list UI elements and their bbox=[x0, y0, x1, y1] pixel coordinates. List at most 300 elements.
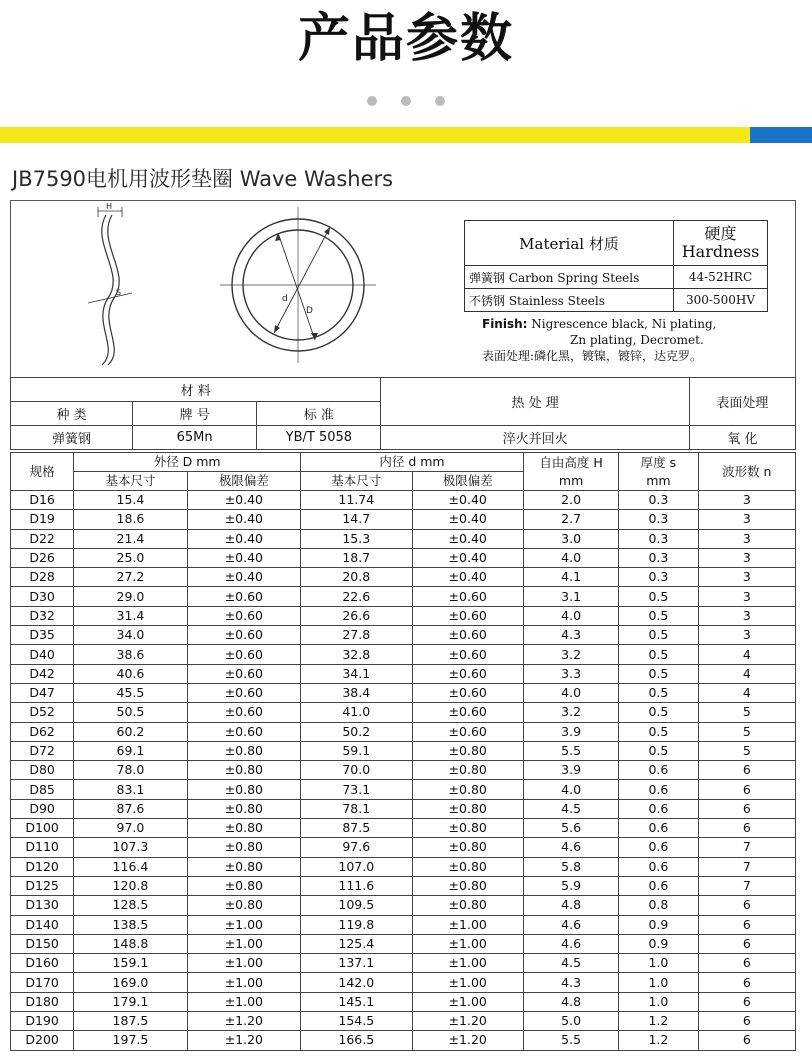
cell-inner-base: 119.8 bbox=[301, 915, 412, 934]
hardness-header: 硬度 Hardness bbox=[674, 221, 768, 266]
cell-wave-count: 6 bbox=[698, 1012, 795, 1031]
cell-wave-count: 6 bbox=[698, 915, 795, 934]
cell-outer-base: 197.5 bbox=[74, 1031, 187, 1050]
washer-top-view-diagram bbox=[218, 205, 378, 365]
cell-spec: D130 bbox=[11, 896, 74, 915]
info-type: 弹簧钢 bbox=[11, 426, 133, 450]
cell-outer-tol: ±0.60 bbox=[187, 645, 300, 664]
cell-wave-count: 4 bbox=[698, 664, 795, 683]
cell-wave-count: 7 bbox=[698, 857, 795, 876]
cell-outer-base: 138.5 bbox=[74, 915, 187, 934]
table-row bbox=[11, 683, 796, 702]
material-row-2: 不锈钢 Stainless Steels bbox=[465, 289, 674, 312]
cell-inner-base: 78.1 bbox=[301, 799, 412, 818]
cell-wave-count: 6 bbox=[698, 819, 795, 838]
header-free-height-label: 自由高度 H bbox=[539, 454, 603, 470]
cell-wave-count: 5 bbox=[698, 703, 795, 722]
cell-outer-tol: ±1.00 bbox=[187, 973, 300, 992]
cell-free-height: 4.5 bbox=[523, 799, 618, 818]
cell-free-height: 5.5 bbox=[523, 1031, 618, 1050]
cell-inner-tol: ±1.00 bbox=[412, 934, 523, 953]
cell-thickness: 0.6 bbox=[619, 838, 698, 857]
cell-spec: D30 bbox=[11, 587, 74, 606]
header-thickness-unit: mm bbox=[646, 472, 671, 488]
table-row bbox=[11, 645, 796, 664]
cell-outer-tol: ±0.60 bbox=[187, 587, 300, 606]
cell-free-height: 5.6 bbox=[523, 819, 618, 838]
cell-outer-tol: ±0.60 bbox=[187, 664, 300, 683]
cell-outer-base: 15.4 bbox=[74, 491, 187, 510]
cell-inner-base: 154.5 bbox=[301, 1012, 412, 1031]
table-row bbox=[11, 857, 796, 876]
cell-free-height: 3.3 bbox=[523, 664, 618, 683]
header-thickness bbox=[619, 453, 698, 491]
label-s: S bbox=[116, 288, 122, 297]
info-standard: YB/T 5058 bbox=[257, 426, 381, 450]
cell-free-height: 3.0 bbox=[523, 529, 618, 548]
cell-free-height: 4.3 bbox=[523, 973, 618, 992]
cell-outer-tol: ±1.00 bbox=[187, 934, 300, 953]
finish-note bbox=[482, 316, 782, 364]
cell-wave-count: 6 bbox=[698, 780, 795, 799]
surface-header: 表面处理 bbox=[689, 378, 795, 426]
cell-free-height: 2.7 bbox=[523, 510, 618, 529]
cell-outer-tol: ±0.60 bbox=[187, 703, 300, 722]
cell-outer-tol: ±0.80 bbox=[187, 780, 300, 799]
cell-spec: D100 bbox=[11, 819, 74, 838]
cell-spec: D47 bbox=[11, 683, 74, 702]
cell-outer-tol: ±0.60 bbox=[187, 722, 300, 741]
cell-outer-base: 27.2 bbox=[74, 568, 187, 587]
header-thickness-label: 厚度 s bbox=[640, 454, 677, 470]
cell-inner-tol: ±0.80 bbox=[412, 838, 523, 857]
table-row bbox=[11, 587, 796, 606]
cell-spec: D52 bbox=[11, 703, 74, 722]
cell-free-height: 4.1 bbox=[523, 568, 618, 587]
cell-inner-base: 166.5 bbox=[301, 1031, 412, 1050]
cell-inner-base: 70.0 bbox=[301, 761, 412, 780]
cell-inner-base: 50.2 bbox=[301, 722, 412, 741]
cell-thickness: 0.3 bbox=[619, 510, 698, 529]
cell-thickness: 0.9 bbox=[619, 934, 698, 953]
cell-thickness: 0.9 bbox=[619, 915, 698, 934]
cell-outer-tol: ±0.80 bbox=[187, 857, 300, 876]
cell-outer-base: 187.5 bbox=[74, 1012, 187, 1031]
cell-thickness: 0.6 bbox=[619, 819, 698, 838]
table-row bbox=[11, 703, 796, 722]
cell-outer-base: 97.0 bbox=[74, 819, 187, 838]
yellow-divider-band bbox=[0, 127, 750, 143]
cell-inner-tol: ±0.60 bbox=[412, 606, 523, 625]
cell-inner-base: 20.8 bbox=[301, 568, 412, 587]
cell-inner-tol: ±1.00 bbox=[412, 992, 523, 1011]
cell-spec: D110 bbox=[11, 838, 74, 857]
header-outer-tol: 极限偏差 bbox=[187, 472, 300, 491]
cell-inner-base: 41.0 bbox=[301, 703, 412, 722]
table-row bbox=[11, 992, 796, 1011]
cell-inner-base: 87.5 bbox=[301, 819, 412, 838]
cell-inner-tol: ±1.00 bbox=[412, 973, 523, 992]
cell-free-height: 5.8 bbox=[523, 857, 618, 876]
table-row bbox=[11, 1012, 796, 1031]
header-inner-diameter: 内径 d mm bbox=[301, 453, 524, 472]
header-spec: 规格 bbox=[11, 453, 74, 491]
cell-inner-tol: ±0.80 bbox=[412, 780, 523, 799]
header-inner-base: 基本尺寸 bbox=[301, 472, 412, 491]
cell-spec: D22 bbox=[11, 529, 74, 548]
header-free-height bbox=[523, 453, 618, 491]
table-row bbox=[11, 973, 796, 992]
cell-inner-tol: ±1.20 bbox=[412, 1031, 523, 1050]
cell-inner-base: 107.0 bbox=[301, 857, 412, 876]
header-outer-diameter: 外径 D mm bbox=[74, 453, 301, 472]
cell-wave-count: 3 bbox=[698, 548, 795, 567]
section-subtitle: JB7590电机用波形垫圈 Wave Washers bbox=[12, 167, 394, 191]
cell-inner-base: 14.7 bbox=[301, 510, 412, 529]
table-row bbox=[11, 838, 796, 857]
cell-thickness: 0.5 bbox=[619, 683, 698, 702]
cell-free-height: 4.8 bbox=[523, 992, 618, 1011]
cell-wave-count: 6 bbox=[698, 992, 795, 1011]
cell-outer-base: 29.0 bbox=[74, 587, 187, 606]
washer-side-profile-diagram bbox=[80, 203, 160, 373]
table-row bbox=[11, 761, 796, 780]
col-grade: 牌 号 bbox=[133, 402, 257, 426]
cell-outer-base: 25.0 bbox=[74, 548, 187, 567]
col-type: 种 类 bbox=[11, 402, 133, 426]
cell-outer-base: 60.2 bbox=[74, 722, 187, 741]
cell-thickness: 0.6 bbox=[619, 799, 698, 818]
cell-wave-count: 3 bbox=[698, 587, 795, 606]
cell-spec: D120 bbox=[11, 857, 74, 876]
finish-label: Finish: bbox=[482, 317, 528, 331]
cell-thickness: 1.0 bbox=[619, 992, 698, 1011]
table-row bbox=[11, 741, 796, 760]
cell-inner-base: 142.0 bbox=[301, 973, 412, 992]
cell-free-height: 3.9 bbox=[523, 722, 618, 741]
cell-inner-base: 26.6 bbox=[301, 606, 412, 625]
table-row bbox=[11, 876, 796, 895]
cell-inner-base: 15.3 bbox=[301, 529, 412, 548]
cell-outer-tol: ±0.80 bbox=[187, 876, 300, 895]
cell-free-height: 4.0 bbox=[523, 606, 618, 625]
cell-outer-tol: ±0.80 bbox=[187, 761, 300, 780]
info-heat: 淬火并回火 bbox=[381, 426, 689, 450]
cell-inner-tol: ±0.40 bbox=[412, 568, 523, 587]
cell-outer-tol: ±0.40 bbox=[187, 491, 300, 510]
cell-outer-tol: ±1.00 bbox=[187, 915, 300, 934]
cell-inner-tol: ±0.80 bbox=[412, 896, 523, 915]
page-title: 产品参数 bbox=[297, 9, 514, 69]
cell-spec: D42 bbox=[11, 664, 74, 683]
cell-free-height: 3.2 bbox=[523, 645, 618, 664]
cell-spec: D125 bbox=[11, 876, 74, 895]
table-row bbox=[11, 819, 796, 838]
cell-outer-tol: ±0.80 bbox=[187, 896, 300, 915]
label-h: H bbox=[106, 203, 113, 211]
table-row bbox=[11, 510, 796, 529]
cell-outer-tol: ±1.20 bbox=[187, 1012, 300, 1031]
cell-inner-tol: ±0.40 bbox=[412, 548, 523, 567]
cell-free-height: 4.6 bbox=[523, 934, 618, 953]
cell-wave-count: 6 bbox=[698, 973, 795, 992]
cell-inner-base: 22.6 bbox=[301, 587, 412, 606]
cell-inner-base: 111.6 bbox=[301, 876, 412, 895]
table-row bbox=[11, 954, 796, 973]
cell-outer-base: 148.8 bbox=[74, 934, 187, 953]
cell-spec: D62 bbox=[11, 722, 74, 741]
cell-inner-base: 137.1 bbox=[301, 954, 412, 973]
cell-outer-tol: ±0.80 bbox=[187, 741, 300, 760]
table-row bbox=[11, 606, 796, 625]
cell-free-height: 4.6 bbox=[523, 915, 618, 934]
cell-wave-count: 3 bbox=[698, 626, 795, 645]
material-header-cell: 材 料 bbox=[11, 378, 381, 402]
cell-outer-base: 116.4 bbox=[74, 857, 187, 876]
cell-inner-tol: ±0.60 bbox=[412, 683, 523, 702]
cell-inner-base: 125.4 bbox=[301, 934, 412, 953]
cell-thickness: 0.5 bbox=[619, 741, 698, 760]
cell-thickness: 0.5 bbox=[619, 703, 698, 722]
header-free-height-unit: mm bbox=[558, 472, 584, 488]
cell-wave-count: 5 bbox=[698, 722, 795, 741]
cell-wave-count: 6 bbox=[698, 934, 795, 953]
cell-spec: D190 bbox=[11, 1012, 74, 1031]
cell-free-height: 3.2 bbox=[523, 703, 618, 722]
cell-free-height: 5.0 bbox=[523, 1012, 618, 1031]
dot-1 bbox=[367, 96, 377, 106]
cell-outer-base: 120.8 bbox=[74, 876, 187, 895]
cell-spec: D26 bbox=[11, 548, 74, 567]
cell-inner-tol: ±0.80 bbox=[412, 876, 523, 895]
cell-inner-tol: ±0.40 bbox=[412, 529, 523, 548]
cell-inner-tol: ±0.80 bbox=[412, 761, 523, 780]
cell-thickness: 1.2 bbox=[619, 1031, 698, 1050]
cell-wave-count: 7 bbox=[698, 876, 795, 895]
cell-inner-base: 59.1 bbox=[301, 741, 412, 760]
cell-free-height: 4.8 bbox=[523, 896, 618, 915]
cell-wave-count: 6 bbox=[698, 799, 795, 818]
cell-wave-count: 3 bbox=[698, 568, 795, 587]
cell-inner-tol: ±0.60 bbox=[412, 645, 523, 664]
col-standard: 标 准 bbox=[257, 402, 381, 426]
cell-inner-base: 97.6 bbox=[301, 838, 412, 857]
cell-thickness: 0.8 bbox=[619, 896, 698, 915]
cell-thickness: 0.3 bbox=[619, 529, 698, 548]
cell-outer-base: 179.1 bbox=[74, 992, 187, 1011]
cell-thickness: 0.5 bbox=[619, 606, 698, 625]
table-row bbox=[11, 722, 796, 741]
cell-outer-tol: ±0.60 bbox=[187, 606, 300, 625]
cell-inner-tol: ±0.60 bbox=[412, 626, 523, 645]
cell-outer-tol: ±1.00 bbox=[187, 954, 300, 973]
cell-inner-tol: ±0.60 bbox=[412, 722, 523, 741]
cell-inner-tol: ±0.80 bbox=[412, 799, 523, 818]
info-grade: 65Mn bbox=[133, 426, 257, 450]
cell-inner-tol: ±0.60 bbox=[412, 703, 523, 722]
finish-cn: 表面处理:磷化黑，镀镍，镀锌，达克罗。 bbox=[482, 349, 703, 363]
cell-spec: D150 bbox=[11, 934, 74, 953]
cell-wave-count: 3 bbox=[698, 510, 795, 529]
cell-spec: D170 bbox=[11, 973, 74, 992]
cell-wave-count: 7 bbox=[698, 838, 795, 857]
cell-outer-base: 159.1 bbox=[74, 954, 187, 973]
cell-inner-tol: ±0.80 bbox=[412, 857, 523, 876]
cell-outer-base: 34.0 bbox=[74, 626, 187, 645]
cell-free-height: 4.0 bbox=[523, 683, 618, 702]
table-row bbox=[11, 915, 796, 934]
hardness-row-1: 44-52HRC bbox=[674, 266, 768, 289]
cell-wave-count: 3 bbox=[698, 491, 795, 510]
cell-inner-tol: ±0.60 bbox=[412, 587, 523, 606]
heat-treatment-header: 热 处 理 bbox=[381, 378, 689, 426]
cell-inner-tol: ±1.20 bbox=[412, 1012, 523, 1031]
cell-free-height: 4.0 bbox=[523, 780, 618, 799]
cell-outer-tol: ±1.00 bbox=[187, 992, 300, 1011]
cell-thickness: 0.6 bbox=[619, 857, 698, 876]
cell-inner-tol: ±0.40 bbox=[412, 491, 523, 510]
cell-free-height: 3.1 bbox=[523, 587, 618, 606]
cell-outer-tol: ±0.40 bbox=[187, 529, 300, 548]
cell-outer-tol: ±0.80 bbox=[187, 838, 300, 857]
cell-spec: D40 bbox=[11, 645, 74, 664]
material-info-table bbox=[10, 377, 796, 450]
cell-wave-count: 4 bbox=[698, 645, 795, 664]
cell-outer-base: 45.5 bbox=[74, 683, 187, 702]
cell-free-height: 4.6 bbox=[523, 838, 618, 857]
cell-outer-base: 40.6 bbox=[74, 664, 187, 683]
cell-outer-base: 18.6 bbox=[74, 510, 187, 529]
material-header: Material 材质 bbox=[465, 221, 674, 266]
cell-inner-tol: ±0.60 bbox=[412, 664, 523, 683]
cell-free-height: 4.0 bbox=[523, 548, 618, 567]
cell-wave-count: 5 bbox=[698, 741, 795, 760]
cell-thickness: 1.2 bbox=[619, 1012, 698, 1031]
cell-outer-tol: ±0.80 bbox=[187, 819, 300, 838]
cell-thickness: 0.3 bbox=[619, 568, 698, 587]
cell-outer-base: 78.0 bbox=[74, 761, 187, 780]
cell-outer-base: 169.0 bbox=[74, 973, 187, 992]
info-surface: 氧 化 bbox=[689, 426, 795, 450]
cell-wave-count: 6 bbox=[698, 896, 795, 915]
cell-outer-tol: ±0.60 bbox=[187, 683, 300, 702]
finish-en-2: Zn plating, Decromet. bbox=[570, 333, 704, 347]
cell-wave-count: 6 bbox=[698, 1031, 795, 1050]
material-row-1: 弹簧钢 Carbon Spring Steels bbox=[465, 266, 674, 289]
cell-outer-base: 38.6 bbox=[74, 645, 187, 664]
cell-outer-base: 128.5 bbox=[74, 896, 187, 915]
cell-thickness: 0.6 bbox=[619, 876, 698, 895]
cell-inner-tol: ±1.00 bbox=[412, 915, 523, 934]
cell-wave-count: 4 bbox=[698, 683, 795, 702]
header-wave-count: 波形数 n bbox=[698, 453, 795, 491]
cell-outer-base: 31.4 bbox=[74, 606, 187, 625]
cell-spec: D80 bbox=[11, 761, 74, 780]
cell-inner-tol: ±0.80 bbox=[412, 819, 523, 838]
cell-spec: D180 bbox=[11, 992, 74, 1011]
blue-divider-accent bbox=[750, 127, 812, 143]
cell-thickness: 0.6 bbox=[619, 780, 698, 799]
spec-table bbox=[10, 452, 796, 1051]
cell-wave-count: 3 bbox=[698, 529, 795, 548]
cell-thickness: 0.3 bbox=[619, 491, 698, 510]
cell-spec: D16 bbox=[11, 491, 74, 510]
cell-spec: D35 bbox=[11, 626, 74, 645]
cell-inner-base: 18.7 bbox=[301, 548, 412, 567]
carousel-dots bbox=[0, 96, 812, 106]
material-hardness-table bbox=[464, 220, 768, 312]
cell-outer-tol: ±0.40 bbox=[187, 568, 300, 587]
cell-thickness: 0.5 bbox=[619, 645, 698, 664]
cell-inner-base: 27.8 bbox=[301, 626, 412, 645]
table-row bbox=[11, 568, 796, 587]
cell-free-height: 3.9 bbox=[523, 761, 618, 780]
cell-inner-tol: ±0.40 bbox=[412, 510, 523, 529]
cell-thickness: 1.0 bbox=[619, 973, 698, 992]
cell-outer-tol: ±0.40 bbox=[187, 510, 300, 529]
cell-outer-tol: ±1.20 bbox=[187, 1031, 300, 1050]
cell-free-height: 2.0 bbox=[523, 491, 618, 510]
table-row bbox=[11, 491, 796, 510]
header-outer-base: 基本尺寸 bbox=[74, 472, 187, 491]
cell-outer-base: 107.3 bbox=[74, 838, 187, 857]
cell-thickness: 0.5 bbox=[619, 587, 698, 606]
cell-spec: D28 bbox=[11, 568, 74, 587]
cell-free-height: 4.3 bbox=[523, 626, 618, 645]
cell-inner-base: 34.1 bbox=[301, 664, 412, 683]
cell-free-height: 5.5 bbox=[523, 741, 618, 760]
header-inner-tol: 极限偏差 bbox=[412, 472, 523, 491]
cell-wave-count: 6 bbox=[698, 761, 795, 780]
cell-inner-tol: ±0.80 bbox=[412, 741, 523, 760]
cell-free-height: 4.5 bbox=[523, 954, 618, 973]
cell-inner-base: 73.1 bbox=[301, 780, 412, 799]
cell-outer-base: 50.5 bbox=[74, 703, 187, 722]
cell-inner-base: 145.1 bbox=[301, 992, 412, 1011]
cell-spec: D72 bbox=[11, 741, 74, 760]
cell-thickness: 0.6 bbox=[619, 761, 698, 780]
table-row bbox=[11, 548, 796, 567]
cell-thickness: 0.5 bbox=[619, 626, 698, 645]
table-row bbox=[11, 626, 796, 645]
table-row bbox=[11, 896, 796, 915]
cell-outer-base: 87.6 bbox=[74, 799, 187, 818]
cell-thickness: 0.5 bbox=[619, 664, 698, 683]
cell-thickness: 1.0 bbox=[619, 954, 698, 973]
table-row bbox=[11, 780, 796, 799]
cell-inner-base: 38.4 bbox=[301, 683, 412, 702]
cell-thickness: 0.3 bbox=[619, 548, 698, 567]
cell-spec: D160 bbox=[11, 954, 74, 973]
cell-spec: D140 bbox=[11, 915, 74, 934]
cell-wave-count: 6 bbox=[698, 954, 795, 973]
table-row bbox=[11, 1031, 796, 1050]
label-d-outer: D bbox=[306, 306, 313, 316]
cell-outer-base: 69.1 bbox=[74, 741, 187, 760]
table-row bbox=[11, 664, 796, 683]
cell-wave-count: 3 bbox=[698, 606, 795, 625]
dot-3 bbox=[435, 96, 445, 106]
cell-spec: D90 bbox=[11, 799, 74, 818]
cell-outer-base: 83.1 bbox=[74, 780, 187, 799]
cell-inner-base: 109.5 bbox=[301, 896, 412, 915]
cell-outer-base: 21.4 bbox=[74, 529, 187, 548]
cell-thickness: 0.5 bbox=[619, 722, 698, 741]
hardness-row-2: 300-500HV bbox=[674, 289, 768, 312]
cell-inner-base: 32.8 bbox=[301, 645, 412, 664]
finish-en-1: Nigrescence black, Ni plating, bbox=[531, 317, 717, 331]
cell-spec: D85 bbox=[11, 780, 74, 799]
